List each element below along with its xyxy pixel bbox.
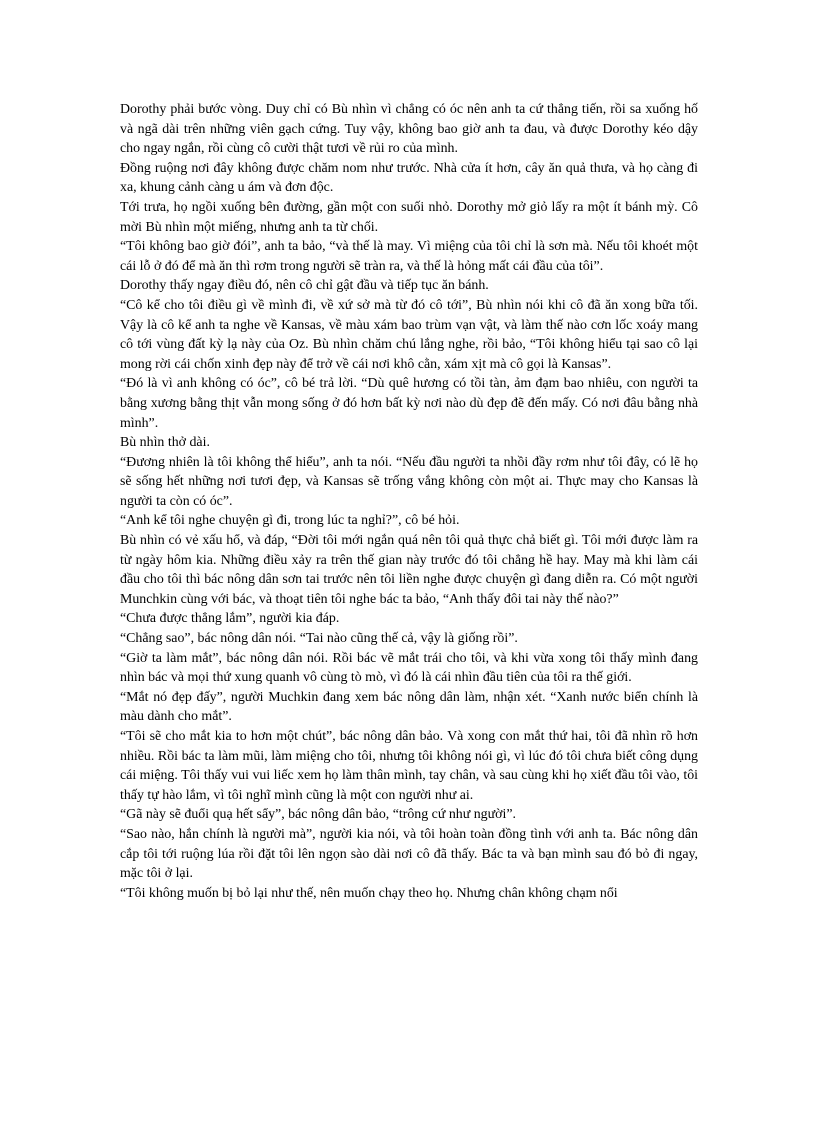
paragraph: Dorothy thấy ngay điều đó, nên cô chỉ gật đầu và tiếp tục ăn bánh. — [120, 278, 489, 294]
paragraph: “Cô kể cho tôi điều gì về mình đi, về xứ sở mà từ đó cô tới”, Bù nhìn nói khi cô đã ăn xong bữa tối. Vậy là cô kể anh ta nghe về Kansas, về màu xám bao trùm vạn vật, và làm thế nào cơn lốc xoáy mang cô tới vùng đất kỳ lạ này của Oz. Bù nhìn chăm chú lắng nghe, rồi bảo, “Tôi không hiểu tại sao cô lại mong rời cái chốn xinh đẹp này để trở về cái nơi khô cằn, xám xịt mà cô gọi là Kansas”. — [120, 297, 698, 372]
paragraph: “Mắt nó đẹp đấy”, người Muchkin đang xem bác nông dân làm, nhận xét. “Xanh nước biển chính là màu dành cho mắt”. — [120, 689, 698, 725]
paragraph: “Tôi sẽ cho mắt kia to hơn một chút”, bác nông dân bảo. Và xong con mắt thứ hai, tôi đã nhìn rõ hơn nhiều. Rồi bác ta làm mũi, làm miệng cho tôi, nhưng tôi không nói gì, vì lúc đó tôi chưa biết công dụng cái miệng. Tôi thấy vui vui liếc xem họ làm thân mình, tay chân, và sau cùng khi họ xiết đầu tôi vào, tôi thấy tự hào lắm, vì tôi nghĩ mình cũng là một con người như ai. — [120, 729, 699, 803]
paragraph: “Đó là vì anh không có óc”, cô bé trả lời. “Dù quê hương có tồi tàn, ảm đạm bao nhiêu, con người ta bằng xương bằng thịt vẫn mong sống ở đó hơn bất kỳ nơi nào dù đẹp đẽ đến mấy. Có nơi đâu bằng nhà mình”. — [120, 376, 698, 431]
paragraph: “Đương nhiên là tôi không thể hiểu”, anh ta nói. “Nếu đầu người ta nhồi đầy rơm như tôi đây, có lẽ họ sẽ sống hết những nơi tươi đẹp, và Kansas sẽ trống vắng không còn một ai. Thực may cho Kansas là người ta còn có óc”. — [120, 454, 698, 509]
paragraph: “Gã này sẽ đuổi quạ hết sẩy”, bác nông dân bảo, “trông cứ như người”. — [120, 807, 516, 823]
document-page — [120, 100, 698, 903]
paragraph: “Chẳng sao”, bác nông dân nói. “Tai nào cũng thế cả, vậy là giống rồi”. — [120, 631, 518, 647]
paragraph: “Anh kể tôi nghe chuyện gì đi, trong lúc ta nghỉ?”, cô bé hỏi. — [120, 513, 460, 529]
paragraph: “Chưa được thẳng lắm”, người kia đáp. — [120, 611, 340, 627]
paragraph: Đồng ruộng nơi đây không được chăm nom như trước. Nhà cửa ít hơn, cây ăn quả thưa, và họ càng đi xa, khung cảnh càng u ám và đơn độc. — [120, 160, 698, 196]
paragraph: Bù nhìn thở dài. — [120, 435, 210, 451]
paragraph: “Sao nào, hắn chính là người mà”, người kia nói, và tôi hoàn toàn đồng tình với anh ta. Bác nông dân cắp tôi tới ruộng lúa rồi đặt tôi lên ngọn sào dài nơi cô đã thấy. Bác ta và bạn mình sau đó bỏ đi ngay, mặc tôi ở lại. — [120, 826, 698, 882]
paragraph: Bù nhìn có vẻ xấu hổ, và đáp, “Đời tôi mới ngắn quá nên tôi quả thực chả biết gì. Tôi mới được làm ra từ ngày hôm kia. Những điều xảy ra trên thế gian này trước đó tôi chẳng hề hay. May mà khi làm cái đầu cho tôi thì bác nông dân sơn tai trước nên tôi liền nghe được chuyện gì đang diễn ra. Có một người Munchkin cùng với bác, và thoạt tiên tôi nghe bác ta bảo, “Anh thấy đôi tai này thế nào?” — [120, 533, 698, 607]
paragraph: Dorothy phải bước vòng. Duy chỉ có Bù nhìn vì chẳng có óc nên anh ta cứ thẳng tiến, rồi sa xuống hố và ngã dài trên những viên gạch cứng. Tuy vậy, không bao giờ anh ta đau, và được Dorothy kéo dậy cho ngay ngắn, rồi cùng cô cười thật tươi về rủi ro của mình. — [120, 102, 698, 157]
paragraph: “Tôi không muốn bị bỏ lại như thế, nên muốn chạy theo họ. Nhưng chân không chạm nổi — [120, 885, 618, 901]
paragraph: “Giờ ta làm mắt”, bác nông dân nói. Rồi bác vẽ mắt trái cho tôi, và khi vừa xong tôi thấy mình đang nhìn bác và mọi thứ xung quanh vô cùng tò mò, vì đó là cái nhìn đầu tiên của tôi ra thế giới. — [120, 650, 698, 686]
paragraph: “Tôi không bao giờ đói”, anh ta bảo, “và thế là may. Vì miệng của tôi chỉ là sơn mà. Nếu tôi khoét một cái lỗ ở đó để mà ăn thì rơm trong người sẽ tràn ra, và thế là hỏng mất cái đầu của tôi”. — [120, 239, 698, 274]
paragraph: Tới trưa, họ ngồi xuống bên đường, gần một con suối nhỏ. Dorothy mở giỏ lấy ra một ít bánh mỳ. Cô mời Bù nhìn một miếng, nhưng anh ta từ chối. — [120, 199, 698, 235]
